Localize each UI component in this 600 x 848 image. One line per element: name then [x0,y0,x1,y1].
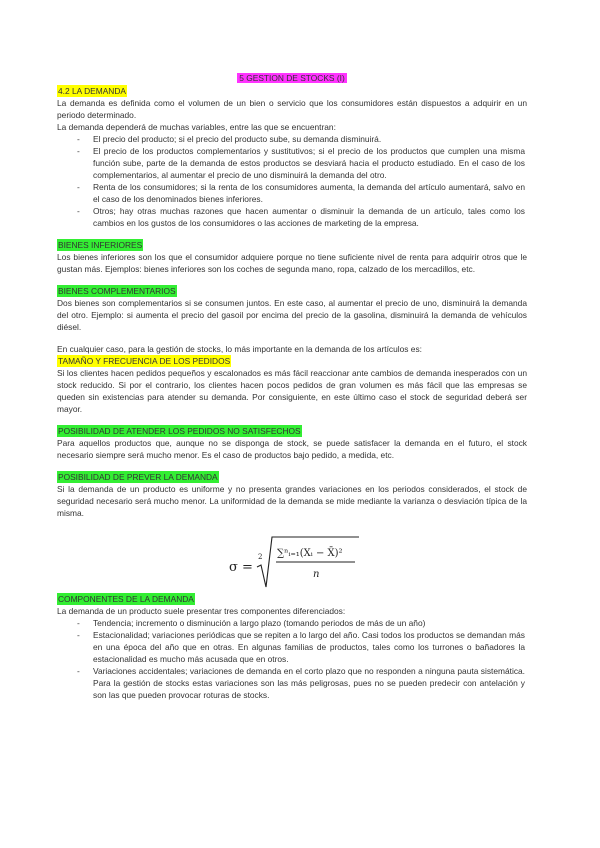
demanda-variables-list [57,133,527,229]
text-posibilidad-atender: Para aquellos productos que, aunque no se disponga de stock, se puede satisfacer la demanda en el futuro, el stock necesario siempre será mucho menor. Es el caso de productos bajo pedido, a medida, etc. [57,438,527,460]
list-item: - Variaciones accidentales; variaciones de demanda en el corto plazo que no responden a ninguna pauta sistemática. Para la gestión de stocks estas variaciones son las más peligrosas, pues no se pueden predecir con antelación y son las que pueden provocar roturas de stocks. [93,665,527,701]
heading-posibilidad-atender: POSIBILIDAD DE ATENDER LOS PEDIDOS NO SATISFECHOS [58,426,301,436]
list-item: - Tendencia; incremento o disminución a largo plazo (tomando periodos de más de un año) [93,617,527,629]
formula-graphic [227,531,367,593]
demanda-variables-intro: La demanda dependerá de muchas variables, entre las que se encuentran: [57,122,336,132]
list-item: - Renta de los consumidores; si la renta de los consumidores aumenta, la demanda del artículo aumentará, salvo en el caso de los denominados bienes inferiores. [93,181,527,205]
formula-denominator: n [313,569,320,580]
text-tamano-frecuencia: Si los clientes hacen pedidos pequeños y escalonados es más fácil reaccionar ante cambios de demanda inesperados con un stock reducido. Si por el contrario, los clientes hacen pocos pedidos de gran volumen es más fácil que las empresas se queden sin existencias para atender su demanda. Por consiguiente, en este último caso el stock de seguridad deberá ser mayor. [57,368,527,414]
formula-numerator: ∑ⁿᵢ₌₁(Xᵢ − X̄)² [277,548,343,559]
section-heading-demanda: 4.2 LA DEMANDA [58,86,126,96]
title-container [57,72,527,84]
heading-componentes: COMPONENTES DE LA DEMANDA [58,594,194,604]
document-title: 5 GESTION DE STOCKS (I) [239,73,345,83]
componentes-intro: La demanda de un producto suele presentar tres componentes diferenciados: [57,606,346,616]
heading-tamano-frecuencia: TAMAÑO Y FRECUENCIA DE LOS PEDIDOS [58,356,231,366]
intro-gestion-stocks: En cualquier caso, para la gestión de stocks, lo más importante en la demanda de los artículos es: [57,344,422,354]
text-posibilidad-prever: Si la demanda de un producto es uniforme y no presenta grandes variaciones en los periodos considerados, el stock de seguridad necesario será mucho menor. La uniformidad de la demanda se mide mediante la varianza o desviación típica de la misma. [57,484,527,518]
heading-posibilidad-prever: POSIBILIDAD DE PREVER LA DEMANDA [58,472,218,482]
std-deviation-formula [57,531,527,593]
demanda-definition: La demanda es definida como el volumen de un bien o servicio que los consumidores están dispuestos a adquirir en un periodo determinado. [57,98,527,120]
list-item: - El precio del producto; si el precio del producto sube, su demanda disminuirá. [93,133,527,145]
list-item: - El precio de los productos complementarios y sustitutivos; si el precio de los productos que cumplen una misma función sube, parte de la demanda de estos productos se desviará hacia el producto estudiado. En el caso de los complementarios, al aumentar el precio de uno disminuirá la demanda del otro. [93,145,527,181]
document-page [57,72,527,701]
list-item: - Estacionalidad; variaciones periódicas que se repiten a lo largo del año. Casi todos los productos se demandan más en una época del año que en otras. En algunas familias de productos, tales como los turrones o bañadores la estacionalidad es mucho más acusada que en otros. [93,629,527,665]
componentes-list [57,617,527,701]
text-bienes-complementarios: Dos bienes son complementarios si se consumen juntos. En este caso, al aumentar el precio de uno, disminuirá la demanda del otro. Ejemplo: si aumenta el precio del gasoil por encima del precio de la gasolina, disminuirá la demanda de vehículos diésel. [57,298,527,332]
heading-bienes-complementarios: BIENES COMPLEMENTARIOS [58,286,176,296]
formula-sigma: σ = [229,560,253,575]
text-bienes-inferiores: Los bienes inferiores son los que el consumidor adquiere porque no tiene suficiente nivel de renta para adquirir otros que le gustan más. Ejemplos: bienes inferiores son los coches de segunda mano, ropa, calzado de los mercadillos, etc. [57,252,527,274]
list-item: - Otros; hay otras muchas razones que hacen aumentar o disminuir la demanda de un artículo, tales como los cambios en los gustos de los consumidores o las acciones de marketing de la empresa. [93,205,527,229]
formula-root-index: 2 [258,553,263,561]
heading-bienes-inferiores: BIENES INFERIORES [58,240,143,250]
